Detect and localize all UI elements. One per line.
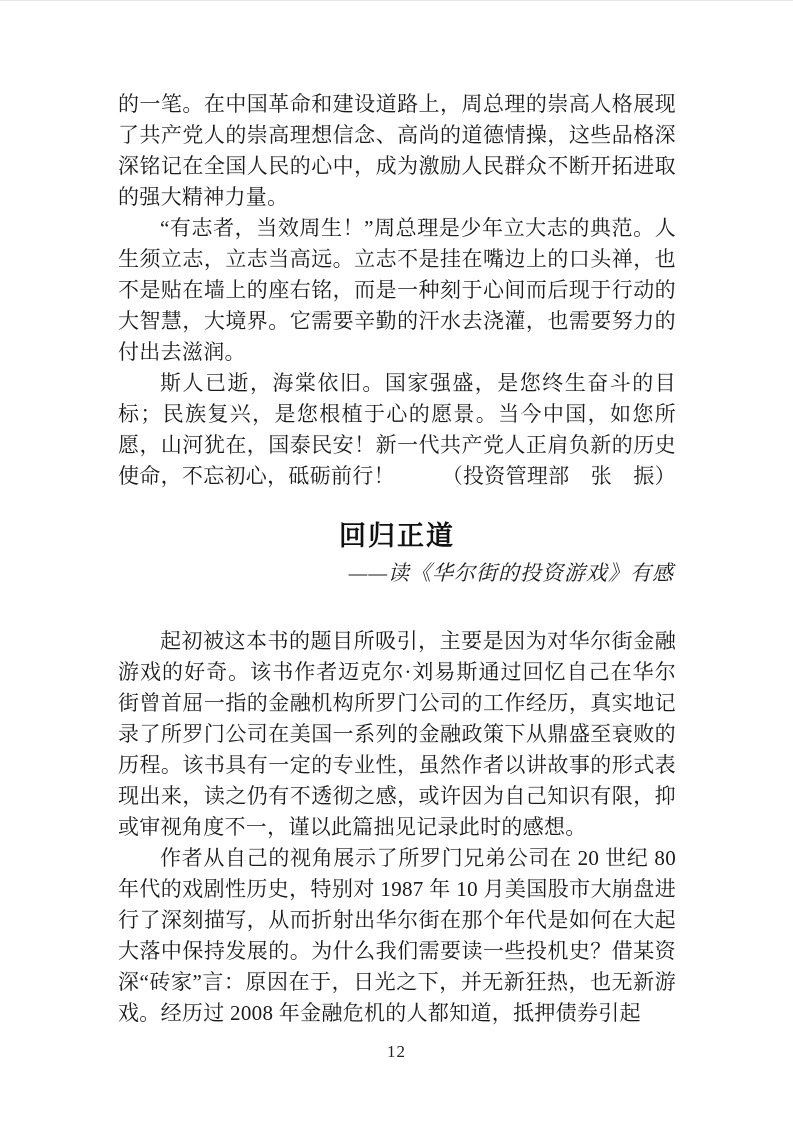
paragraph-book-history: 作者从自己的视角展示了所罗门兄弟公司在 20 世纪 80 年代的戏剧性历史，特别对 1987 年 10 月美国股市大崩盘进行了深刻描写，从而折射出华尔街在那个年代是如何在大起大落中保持发展的。为什么我们需要读一些投机史？借某资深“砖家”言：原因在于，日光之下，并无新狂热，也无新游戏。经历过 2008 年金融危机的人都知道，抵押债券引起 (118, 846, 676, 1025)
paragraph-aspiration: “有志者，当效周生！”周总理是少年立大志的典范。人生须立志，立志当高远。立志不是挂在嘴边上的口头禅，也不是贴在墙上的座右铭，而是一种刻于心间而后现于行动的大智慧，大境界。它需要辛勤的汗水去浇灌，也需要努力的付出去滋润。 (118, 216, 676, 364)
page-number: 12 (387, 1042, 406, 1061)
paragraph-closing (118, 368, 676, 492)
paragraph-continuation: 的一笔。在中国革命和建设道路上，周总理的崇高人格展现了共产党人的崇高理想信念、高尚的道德情操，这些品格深深铭记在全国人民的心中，成为激励人民群众不断开拓进取的强大精神力量。 (118, 92, 676, 209)
article-subtitle: ——读《华尔街的投资游戏》有感 (348, 561, 674, 585)
page-content (118, 89, 676, 1029)
paragraph-book-intro: 起初被这本书的题目所吸引，主要是因为对华尔街金融游戏的好奇。该书作者迈克尔·刘易斯通过回忆自己在华尔街曾首屈一指的金融机构所罗门公司的工作经历，真实地记录了所罗门公司在美国一系列的金融政策下从鼎盛至衰败的历程。该书具有一定的专业性，虽然作者以讲故事的形式表现出来，读之仍有不透彻之感，或许因为自己知识有限，抑或审视角度不一，谨以此篇拙见记录此时的感想。 (118, 629, 676, 839)
author-attribution: （投资管理部 张 振） (441, 464, 676, 488)
paragraph-closing-text: 斯人已逝，海棠依旧。国家强盛，是您终生奋斗的目标；民族复兴，是您根植于心的愿景。当今中国，如您所愿，山河犹在，国泰民安！新一代共产党人正肩负新的历史使命，不忘初心，砥砺前行！ (118, 371, 676, 488)
article-title: 回归正道 (339, 521, 455, 551)
